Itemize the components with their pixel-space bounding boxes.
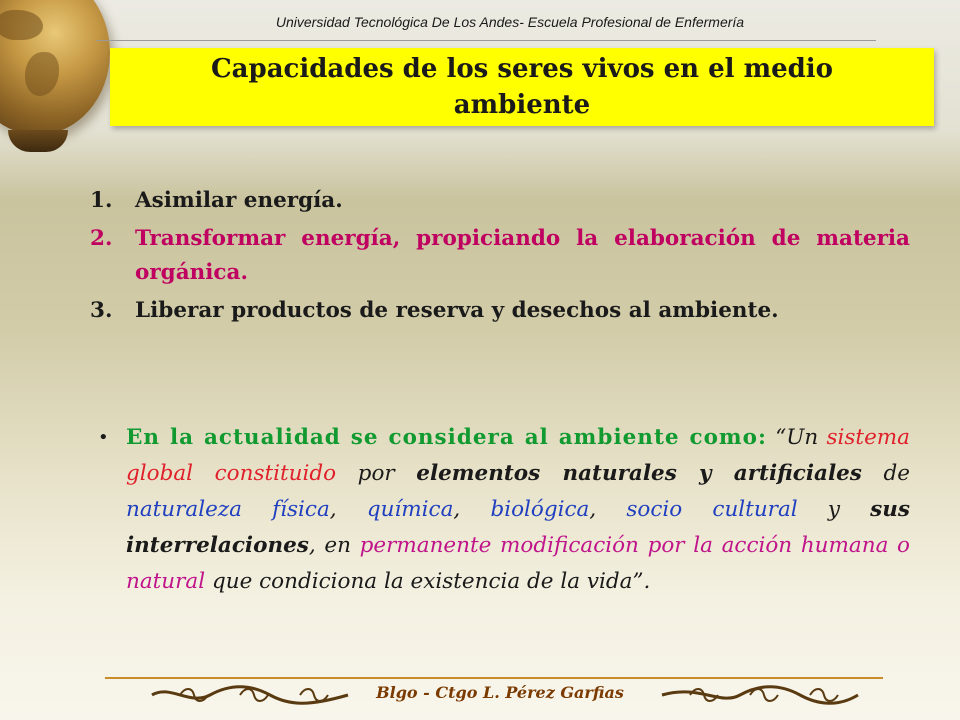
header-rule	[96, 40, 876, 41]
para-span: naturaleza física	[126, 497, 330, 522]
list-item	[90, 222, 910, 290]
globe-land	[25, 52, 59, 96]
para-span: por	[336, 461, 417, 486]
list-item	[90, 184, 910, 218]
para-lead: En la actualidad se considera al ambiente como:	[126, 425, 767, 450]
para-span: y	[797, 497, 871, 522]
list-number: 2.	[90, 226, 113, 251]
para-span: socio cultural	[626, 497, 798, 522]
bullet-icon: •	[98, 427, 109, 448]
list-item-text: Liberar productos de reserva y desechos al ambiente.	[135, 298, 779, 323]
para-span: química	[366, 497, 454, 522]
para-span: elementos naturales y artificiales	[416, 461, 862, 486]
para-span: de	[861, 461, 911, 486]
slide-title: Capacidades de los seres vivos en el medio ambiente	[210, 54, 834, 120]
para-span: permanente modificación por la acción humana o natural	[126, 533, 911, 594]
capacities-list	[90, 184, 910, 332]
definition-block	[98, 420, 910, 600]
para-span: biológica	[490, 497, 590, 522]
list-item-text: Asimilar energía.	[135, 188, 343, 213]
header-text: Universidad Tecnológica De Los Andes- Escuela Profesional de Enfermería	[275, 14, 745, 30]
list-number: 1.	[90, 188, 113, 213]
para-span: “Un	[766, 425, 827, 450]
footer-author: Blgo - Ctgo L. Pérez Garfias	[376, 683, 624, 702]
globe-land	[0, 10, 43, 40]
footer-rule	[105, 677, 883, 679]
definition-paragraph	[126, 420, 910, 600]
globe-stand	[8, 130, 68, 152]
para-span: , en	[308, 533, 360, 558]
flourish-icon	[150, 682, 350, 708]
para-span: sus interrelaciones	[126, 497, 911, 558]
list-item	[90, 294, 910, 328]
para-span: ,	[329, 497, 367, 522]
title-box	[110, 48, 934, 126]
list-number: 3.	[90, 298, 113, 323]
para-span: ,	[589, 497, 627, 522]
para-span: ,	[453, 497, 491, 522]
globe-icon	[0, 0, 110, 135]
flourish-icon	[660, 682, 860, 708]
list-item-text: Transformar energía, propiciando la elaboración de materia orgánica.	[135, 226, 910, 285]
para-span: sistema global constituido	[126, 425, 910, 486]
para-span: que condiciona la existencia de la vida”.	[205, 569, 651, 594]
